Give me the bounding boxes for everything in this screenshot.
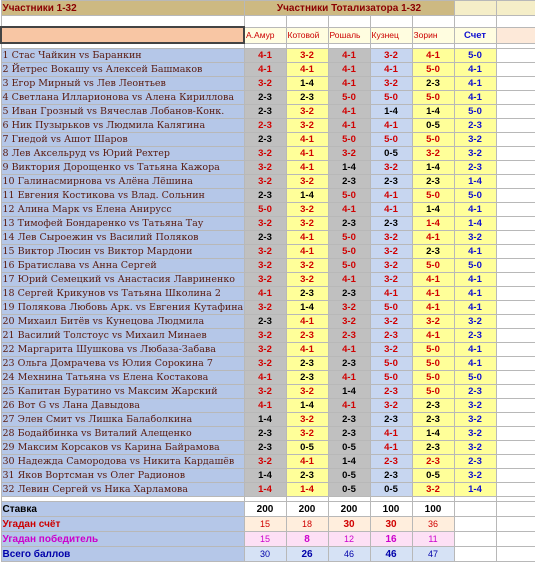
table-row [1, 105, 535, 119]
prediction-cell[interactable]: 1-4 [286, 301, 328, 315]
prediction-cell[interactable]: 2-3 [328, 329, 370, 343]
prediction-cell[interactable]: 2-3 [412, 441, 454, 455]
score-cell[interactable]: 3-2 [454, 427, 496, 441]
prediction-cell[interactable]: 3-2 [244, 175, 286, 189]
prediction-cell[interactable]: 3-2 [328, 315, 370, 329]
prediction-cell[interactable]: 2-3 [370, 217, 412, 231]
prediction-cell[interactable]: 5-0 [412, 133, 454, 147]
prediction-cell[interactable]: 1-4 [412, 427, 454, 441]
prediction-cell[interactable]: 3-2 [370, 273, 412, 287]
stavka-value[interactable]: 200 [328, 502, 370, 517]
prediction-cell[interactable]: 4-1 [244, 287, 286, 301]
score-cell[interactable]: 2-3 [454, 455, 496, 469]
prediction-cell[interactable]: 5-0 [370, 301, 412, 315]
score-cell[interactable]: 2-3 [454, 385, 496, 399]
prediction-cell[interactable]: 4-1 [328, 371, 370, 385]
table-row [1, 147, 535, 161]
prediction-cell[interactable]: 1-4 [244, 413, 286, 427]
prediction-cell[interactable]: 0-5 [286, 441, 328, 455]
prediction-cell[interactable]: 3-2 [244, 259, 286, 273]
prediction-cell[interactable]: 3-2 [286, 119, 328, 133]
ugadan-schet-value[interactable]: 30 [370, 517, 412, 532]
prediction-cell[interactable]: 4-1 [328, 77, 370, 91]
vsego-label[interactable]: Всего баллов [1, 547, 244, 562]
prediction-cell[interactable]: 5-0 [412, 385, 454, 399]
prediction-cell[interactable]: 1-4 [244, 483, 286, 497]
prediction-cell[interactable]: 4-1 [412, 231, 454, 245]
ugadan-pobeditel-value[interactable]: 11 [412, 532, 454, 547]
score-cell[interactable]: 5-0 [454, 49, 496, 63]
prediction-cell[interactable]: 4-1 [328, 203, 370, 217]
prediction-cell[interactable]: 2-3 [370, 175, 412, 189]
prediction-cell[interactable]: 5-0 [328, 189, 370, 203]
prediction-cell[interactable]: 2-3 [244, 91, 286, 105]
table-row [1, 203, 535, 217]
prediction-cell[interactable]: 1-4 [412, 217, 454, 231]
table-row [1, 427, 535, 441]
vsego-value[interactable]: 26 [286, 547, 328, 562]
prediction-cell[interactable]: 1-4 [286, 399, 328, 413]
table-row [1, 175, 535, 189]
prediction-cell[interactable]: 5-0 [412, 259, 454, 273]
prediction-cell[interactable]: 4-1 [244, 49, 286, 63]
prediction-cell[interactable]: 0-5 [328, 469, 370, 483]
score-cell[interactable]: 5-0 [454, 189, 496, 203]
prediction-cell[interactable]: 2-3 [412, 245, 454, 259]
score-cell[interactable]: 3-2 [454, 413, 496, 427]
prediction-cell[interactable]: 0-5 [370, 147, 412, 161]
prediction-cell[interactable]: 2-3 [244, 189, 286, 203]
prediction-cell[interactable]: 3-2 [244, 343, 286, 357]
table-row [1, 413, 535, 427]
prediction-cell[interactable]: 2-3 [328, 357, 370, 371]
prediction-cell[interactable]: 3-2 [286, 273, 328, 287]
table-row [1, 371, 535, 385]
score-cell[interactable]: 5-0 [454, 105, 496, 119]
prediction-cell[interactable]: 3-2 [286, 217, 328, 231]
match-name[interactable]: 19 Полякова Любовь Арк. vs Евгения Кутафина [2, 302, 244, 313]
ugadan-pobeditel-value[interactable]: 8 [286, 532, 328, 547]
score-cell[interactable]: 3-2 [454, 315, 496, 329]
score-cell[interactable]: 3-2 [454, 469, 496, 483]
prediction-cell[interactable]: 2-3 [244, 133, 286, 147]
match-name[interactable]: 24 Мехнина Татьяна vs Елена Костакова [1, 371, 244, 385]
prediction-cell[interactable]: 5-0 [412, 371, 454, 385]
score-cell[interactable]: 4-1 [454, 301, 496, 315]
prediction-cell[interactable]: 5-0 [328, 231, 370, 245]
prediction-cell[interactable]: 2-3 [244, 105, 286, 119]
prediction-cell[interactable]: 4-1 [370, 189, 412, 203]
prediction-cell[interactable]: 0-5 [370, 483, 412, 497]
prediction-cell[interactable]: 1-4 [244, 469, 286, 483]
score-cell[interactable]: 4-1 [454, 63, 496, 77]
prediction-cell[interactable]: 2-3 [328, 287, 370, 301]
prediction-cell[interactable]: 5-0 [370, 371, 412, 385]
prediction-cell[interactable]: 2-3 [286, 91, 328, 105]
prediction-cell[interactable]: 4-1 [286, 133, 328, 147]
match-name[interactable]: 32 Левин Сергей vs Ника Харламова [1, 483, 244, 497]
prediction-cell[interactable]: 2-3 [244, 441, 286, 455]
prediction-cell[interactable]: 0-5 [412, 119, 454, 133]
prediction-cell[interactable]: 3-2 [286, 203, 328, 217]
prediction-cell[interactable]: 2-3 [370, 385, 412, 399]
prediction-cell[interactable]: 3-2 [370, 161, 412, 175]
col-player-2[interactable]: Котовой [286, 27, 328, 43]
table-row [1, 217, 535, 231]
title-left: Участники 1-32 [1, 1, 244, 16]
match-name[interactable]: 4 Светлана Илларионова vs Алена Кириллова [1, 91, 244, 105]
prediction-cell[interactable]: 3-2 [244, 385, 286, 399]
vsego-row [1, 547, 535, 562]
score-cell[interactable]: 4-1 [454, 273, 496, 287]
match-name[interactable]: 27 Элен Смит vs Лишка Балаболкина [1, 413, 244, 427]
prediction-cell[interactable]: 3-2 [370, 245, 412, 259]
stavka-value[interactable]: 100 [412, 502, 454, 517]
score-cell[interactable]: 1-4 [454, 217, 496, 231]
column-header-row [1, 27, 535, 43]
prediction-cell[interactable]: 3-2 [370, 231, 412, 245]
score-cell[interactable]: 4-1 [454, 245, 496, 259]
prediction-cell[interactable]: 4-1 [286, 455, 328, 469]
prediction-cell[interactable]: 1-4 [286, 77, 328, 91]
prediction-cell[interactable]: 1-4 [412, 203, 454, 217]
prediction-cell[interactable]: 4-1 [244, 371, 286, 385]
prediction-cell[interactable]: 3-2 [286, 427, 328, 441]
prediction-cell[interactable]: 2-3 [328, 175, 370, 189]
prediction-cell[interactable]: 3-2 [412, 315, 454, 329]
prediction-cell[interactable]: 2-3 [370, 413, 412, 427]
prediction-cell[interactable]: 4-1 [244, 63, 286, 77]
score-cell[interactable]: 4-1 [454, 357, 496, 371]
match-name[interactable]: 21 Василий Толстоус vs Михаил Минаев [1, 329, 244, 343]
match-name[interactable]: 31 Яков Вортсман vs Олег Радионов [1, 469, 244, 483]
score-cell[interactable]: 4-1 [454, 77, 496, 91]
prediction-cell[interactable]: 3-2 [244, 301, 286, 315]
prediction-cell[interactable]: 0-5 [412, 469, 454, 483]
prediction-cell[interactable]: 4-1 [412, 287, 454, 301]
ugadan-schet-value[interactable]: 15 [244, 517, 286, 532]
prediction-cell[interactable]: 4-1 [370, 203, 412, 217]
score-cell[interactable]: 1-4 [454, 175, 496, 189]
table-row [1, 63, 535, 77]
prediction-cell[interactable]: 4-1 [328, 273, 370, 287]
prediction-cell[interactable]: 1-4 [412, 161, 454, 175]
prediction-cell[interactable]: 4-1 [328, 49, 370, 63]
prediction-cell[interactable]: 2-3 [412, 455, 454, 469]
col-player-5[interactable]: Зорин [412, 27, 454, 43]
prediction-cell[interactable]: 3-2 [244, 77, 286, 91]
score-cell[interactable]: 5-0 [454, 371, 496, 385]
prediction-cell[interactable]: 1-4 [328, 385, 370, 399]
prediction-cell[interactable]: 3-2 [286, 49, 328, 63]
table-row [1, 231, 535, 245]
match-name[interactable]: 26 Вот G vs Лана Давыдова [1, 399, 244, 413]
score-cell[interactable]: 3-2 [454, 399, 496, 413]
prediction-cell[interactable]: 2-3 [244, 119, 286, 133]
prediction-cell[interactable]: 3-2 [286, 385, 328, 399]
score-cell[interactable]: 3-2 [454, 147, 496, 161]
vsego-value[interactable]: 30 [244, 547, 286, 562]
prediction-cell[interactable]: 3-2 [286, 413, 328, 427]
table-row [1, 91, 535, 105]
prediction-cell[interactable]: 5-0 [412, 91, 454, 105]
table-row [1, 161, 535, 175]
match-name[interactable]: 30 Надежда Самородова vs Никита Кардашёв [1, 455, 244, 469]
prediction-cell[interactable]: 4-1 [286, 147, 328, 161]
col-player-3[interactable]: Рошаль [328, 27, 370, 43]
prediction-cell[interactable]: 2-3 [328, 217, 370, 231]
match-name[interactable]: 10 Галинасмирнова vs Алёна Лёшина [1, 175, 244, 189]
prediction-cell[interactable]: 3-2 [286, 175, 328, 189]
prediction-cell[interactable]: 3-2 [370, 315, 412, 329]
prediction-cell[interactable]: 4-1 [370, 119, 412, 133]
table-row [1, 469, 535, 483]
match-name[interactable]: 23 Ольга Домрачева vs Юлия Сорокина 7 [1, 357, 244, 371]
prediction-cell[interactable]: 3-2 [328, 147, 370, 161]
score-cell[interactable]: 1-4 [454, 483, 496, 497]
prediction-cell[interactable]: 3-2 [370, 77, 412, 91]
match-name[interactable]: 15 Виктор Люсин vs Виктор Мардони [1, 245, 244, 259]
prediction-cell[interactable]: 3-2 [244, 161, 286, 175]
prediction-cell[interactable]: 3-2 [370, 399, 412, 413]
prediction-cell[interactable]: 5-0 [244, 203, 286, 217]
prediction-cell[interactable]: 5-0 [370, 91, 412, 105]
table-row [1, 301, 535, 315]
prediction-cell[interactable]: 0-5 [328, 483, 370, 497]
prediction-cell[interactable]: 2-3 [370, 329, 412, 343]
title-right: Участники Тотализатора 1-32 [244, 1, 454, 16]
prediction-cell[interactable]: 4-1 [286, 315, 328, 329]
prediction-cell[interactable]: 3-2 [244, 357, 286, 371]
prediction-cell[interactable]: 1-4 [370, 105, 412, 119]
selected-cell[interactable] [1, 27, 244, 43]
table-row [1, 329, 535, 343]
prediction-cell[interactable]: 4-1 [370, 63, 412, 77]
prediction-cell[interactable]: 3-2 [412, 147, 454, 161]
prediction-cell[interactable]: 2-3 [328, 427, 370, 441]
prediction-cell[interactable]: 3-2 [370, 259, 412, 273]
prediction-cell[interactable]: 3-2 [286, 105, 328, 119]
prediction-cell[interactable]: 2-3 [412, 413, 454, 427]
match-name[interactable]: 28 Бодайбинка vs Виталий Алещенко [1, 427, 244, 441]
col-score[interactable]: Счет [454, 27, 496, 43]
prediction-cell[interactable]: 2-3 [412, 399, 454, 413]
prediction-cell[interactable]: 4-1 [370, 427, 412, 441]
score-cell[interactable]: 4-1 [454, 203, 496, 217]
table-row [1, 483, 535, 497]
prediction-cell[interactable]: 5-0 [370, 133, 412, 147]
vsego-value[interactable]: 46 [328, 547, 370, 562]
match-name[interactable]: 7 Гиедой vs Ашот Шаров [1, 133, 244, 147]
match-name[interactable]: 22 Маргарита Шушкова vs Любаза-Забава [1, 343, 244, 357]
prediction-cell[interactable]: 1-4 [328, 161, 370, 175]
prediction-cell[interactable]: 4-1 [328, 105, 370, 119]
prediction-cell[interactable]: 2-3 [328, 413, 370, 427]
score-cell[interactable]: 4-1 [454, 343, 496, 357]
prediction-cell[interactable]: 5-0 [328, 245, 370, 259]
prediction-cell[interactable]: 4-1 [328, 63, 370, 77]
prediction-cell[interactable]: 4-1 [412, 273, 454, 287]
match-name[interactable]: 3 Егор Мирный vs Лев Леонтьев [1, 77, 244, 91]
table-row [1, 259, 535, 273]
prediction-cell[interactable]: 3-2 [328, 301, 370, 315]
prediction-cell[interactable]: 4-1 [244, 399, 286, 413]
prediction-cell[interactable]: 4-1 [412, 301, 454, 315]
prediction-cell[interactable]: 3-2 [370, 343, 412, 357]
ugadan-pobeditel-row [1, 532, 535, 547]
stavka-value[interactable]: 100 [370, 502, 412, 517]
match-name[interactable]: 17 Юрий Семецкий vs Анастасия Лавриненко [1, 273, 244, 287]
match-name[interactable]: 5 Иван Грозный vs Вячеслав Лобанов-Конк. [1, 105, 244, 119]
prediction-cell[interactable]: 2-3 [286, 287, 328, 301]
prediction-cell[interactable]: 5-0 [412, 343, 454, 357]
match-name[interactable]: 29 Максим Корсаков vs Карина Байрамова [1, 441, 244, 455]
vsego-value[interactable]: 47 [412, 547, 454, 562]
prediction-cell[interactable]: 3-2 [244, 273, 286, 287]
table-row [1, 343, 535, 357]
ugadan-pobeditel-label[interactable]: Угадан победитель [1, 532, 244, 547]
prediction-cell[interactable]: 4-1 [412, 329, 454, 343]
prediction-cell[interactable]: 2-3 [286, 469, 328, 483]
stavka-value[interactable]: 200 [244, 502, 286, 517]
prediction-cell[interactable]: 4-1 [328, 343, 370, 357]
prediction-cell[interactable]: 3-2 [244, 329, 286, 343]
prediction-cell[interactable]: 3-2 [244, 455, 286, 469]
prediction-cell[interactable]: 5-0 [412, 357, 454, 371]
prediction-cell[interactable]: 4-1 [412, 49, 454, 63]
prediction-cell[interactable]: 5-0 [370, 357, 412, 371]
table-row [1, 287, 535, 301]
prediction-cell[interactable]: 1-4 [328, 455, 370, 469]
prediction-cell[interactable]: 5-0 [328, 91, 370, 105]
prediction-cell[interactable]: 2-3 [286, 357, 328, 371]
match-name[interactable]: 18 Сергей Крикунов vs Татьяна Школина 2 [1, 287, 244, 301]
match-name[interactable]: 8 Лев Аксельруд vs Юрий Рехтер [1, 147, 244, 161]
col-player-1[interactable]: А.Амур [244, 27, 286, 43]
table-row [1, 133, 535, 147]
ugadan-schet-value[interactable]: 36 [412, 517, 454, 532]
prediction-cell[interactable]: 3-2 [412, 483, 454, 497]
score-cell[interactable]: 2-3 [454, 119, 496, 133]
stavka-label[interactable]: Ставка [1, 502, 244, 517]
ugadan-pobeditel-value[interactable]: 12 [328, 532, 370, 547]
score-cell[interactable]: 3-2 [454, 231, 496, 245]
table-row [1, 441, 535, 455]
table-row [1, 77, 535, 91]
prediction-cell[interactable]: 5-0 [328, 133, 370, 147]
prediction-cell[interactable]: 1-4 [286, 189, 328, 203]
table-row [1, 455, 535, 469]
prediction-cell[interactable]: 2-3 [244, 427, 286, 441]
match-name[interactable]: 9 Виктория Дорощенко vs Татьяна Кажора [1, 161, 244, 175]
title-row [1, 1, 535, 16]
prediction-cell[interactable]: 3-2 [286, 259, 328, 273]
match-rows [1, 49, 535, 497]
table-row [1, 385, 535, 399]
match-name[interactable]: 16 Братислава vs Анна Сергей [1, 259, 244, 273]
prediction-cell[interactable]: 1-4 [286, 483, 328, 497]
prediction-cell[interactable]: 2-3 [412, 175, 454, 189]
match-name[interactable]: 11 Евгения Костикова vs Влад. Сольнин [1, 189, 244, 203]
match-name[interactable]: 1 Стас Чайкин vs Баранкин [1, 49, 244, 63]
prediction-cell[interactable]: 4-1 [286, 343, 328, 357]
score-cell[interactable]: 2-3 [454, 329, 496, 343]
prediction-cell[interactable]: 3-2 [370, 49, 412, 63]
prediction-cell[interactable]: 5-0 [328, 259, 370, 273]
score-cell[interactable]: 2-3 [454, 161, 496, 175]
prediction-cell[interactable]: 5-0 [412, 189, 454, 203]
col-player-4[interactable]: Кузнец [370, 27, 412, 43]
stavka-value[interactable]: 200 [286, 502, 328, 517]
prediction-cell[interactable]: 2-3 [412, 77, 454, 91]
stavka-row [1, 502, 535, 517]
score-cell[interactable]: 3-2 [454, 133, 496, 147]
prediction-cell[interactable]: 2-3 [244, 231, 286, 245]
ugadan-schet-value[interactable]: 18 [286, 517, 328, 532]
ugadan-schet-label[interactable]: Угадан счёт [1, 517, 244, 532]
prediction-cell[interactable]: 3-2 [244, 147, 286, 161]
table-row [1, 119, 535, 133]
prediction-cell[interactable]: 4-1 [286, 63, 328, 77]
score-cell[interactable]: 5-0 [454, 259, 496, 273]
ugadan-pobeditel-value[interactable]: 15 [244, 532, 286, 547]
prediction-cell[interactable]: 3-2 [244, 245, 286, 259]
table-row [1, 49, 535, 63]
prediction-cell[interactable]: 2-3 [244, 315, 286, 329]
prediction-cell[interactable]: 4-1 [328, 119, 370, 133]
table-row [1, 315, 535, 329]
prediction-cell[interactable]: 1-4 [412, 105, 454, 119]
prediction-cell[interactable]: 4-1 [328, 399, 370, 413]
table-row [1, 273, 535, 287]
match-name[interactable]: 13 Тимофей Бондаренко vs Татьяна Тау [1, 217, 244, 231]
prediction-cell[interactable]: 3-2 [244, 217, 286, 231]
score-cell[interactable]: 3-2 [454, 441, 496, 455]
prediction-cell[interactable]: 0-5 [328, 441, 370, 455]
prediction-cell[interactable]: 2-3 [370, 455, 412, 469]
table-row [1, 357, 535, 371]
prediction-cell[interactable]: 4-1 [370, 287, 412, 301]
prediction-cell[interactable]: 4-1 [286, 245, 328, 259]
prediction-cell[interactable]: 2-3 [370, 469, 412, 483]
prediction-cell[interactable]: 5-0 [412, 63, 454, 77]
prediction-cell[interactable]: 4-1 [286, 231, 328, 245]
ugadan-schet-value[interactable]: 30 [328, 517, 370, 532]
table-row [1, 189, 535, 203]
ugadan-schet-row [1, 517, 535, 532]
vsego-value[interactable]: 46 [370, 547, 412, 562]
prediction-cell[interactable]: 4-1 [370, 441, 412, 455]
table-row [1, 245, 535, 259]
table-row [1, 399, 535, 413]
ugadan-pobeditel-value[interactable]: 16 [370, 532, 412, 547]
match-name[interactable]: 6 Ник Пузырьков vs Людмила Калягина [1, 119, 244, 133]
prediction-cell[interactable]: 2-3 [286, 329, 328, 343]
match-name[interactable]: 14 Лев Сыроежин vs Василий Поляков [1, 231, 244, 245]
score-cell[interactable]: 4-1 [454, 91, 496, 105]
match-name[interactable]: 20 Михаил Битёв vs Кунецова Людмила [1, 315, 244, 329]
prediction-cell[interactable]: 2-3 [286, 371, 328, 385]
match-name[interactable]: 2 Йетрес Вокашу vs Алексей Башмаков [1, 63, 244, 77]
match-name[interactable]: 12 Алина Марк vs Елена Анирусс [1, 203, 244, 217]
score-cell[interactable]: 4-1 [454, 287, 496, 301]
prediction-cell[interactable]: 4-1 [286, 161, 328, 175]
match-name[interactable]: 25 Капитан Буратино vs Максим Жарский [1, 385, 244, 399]
